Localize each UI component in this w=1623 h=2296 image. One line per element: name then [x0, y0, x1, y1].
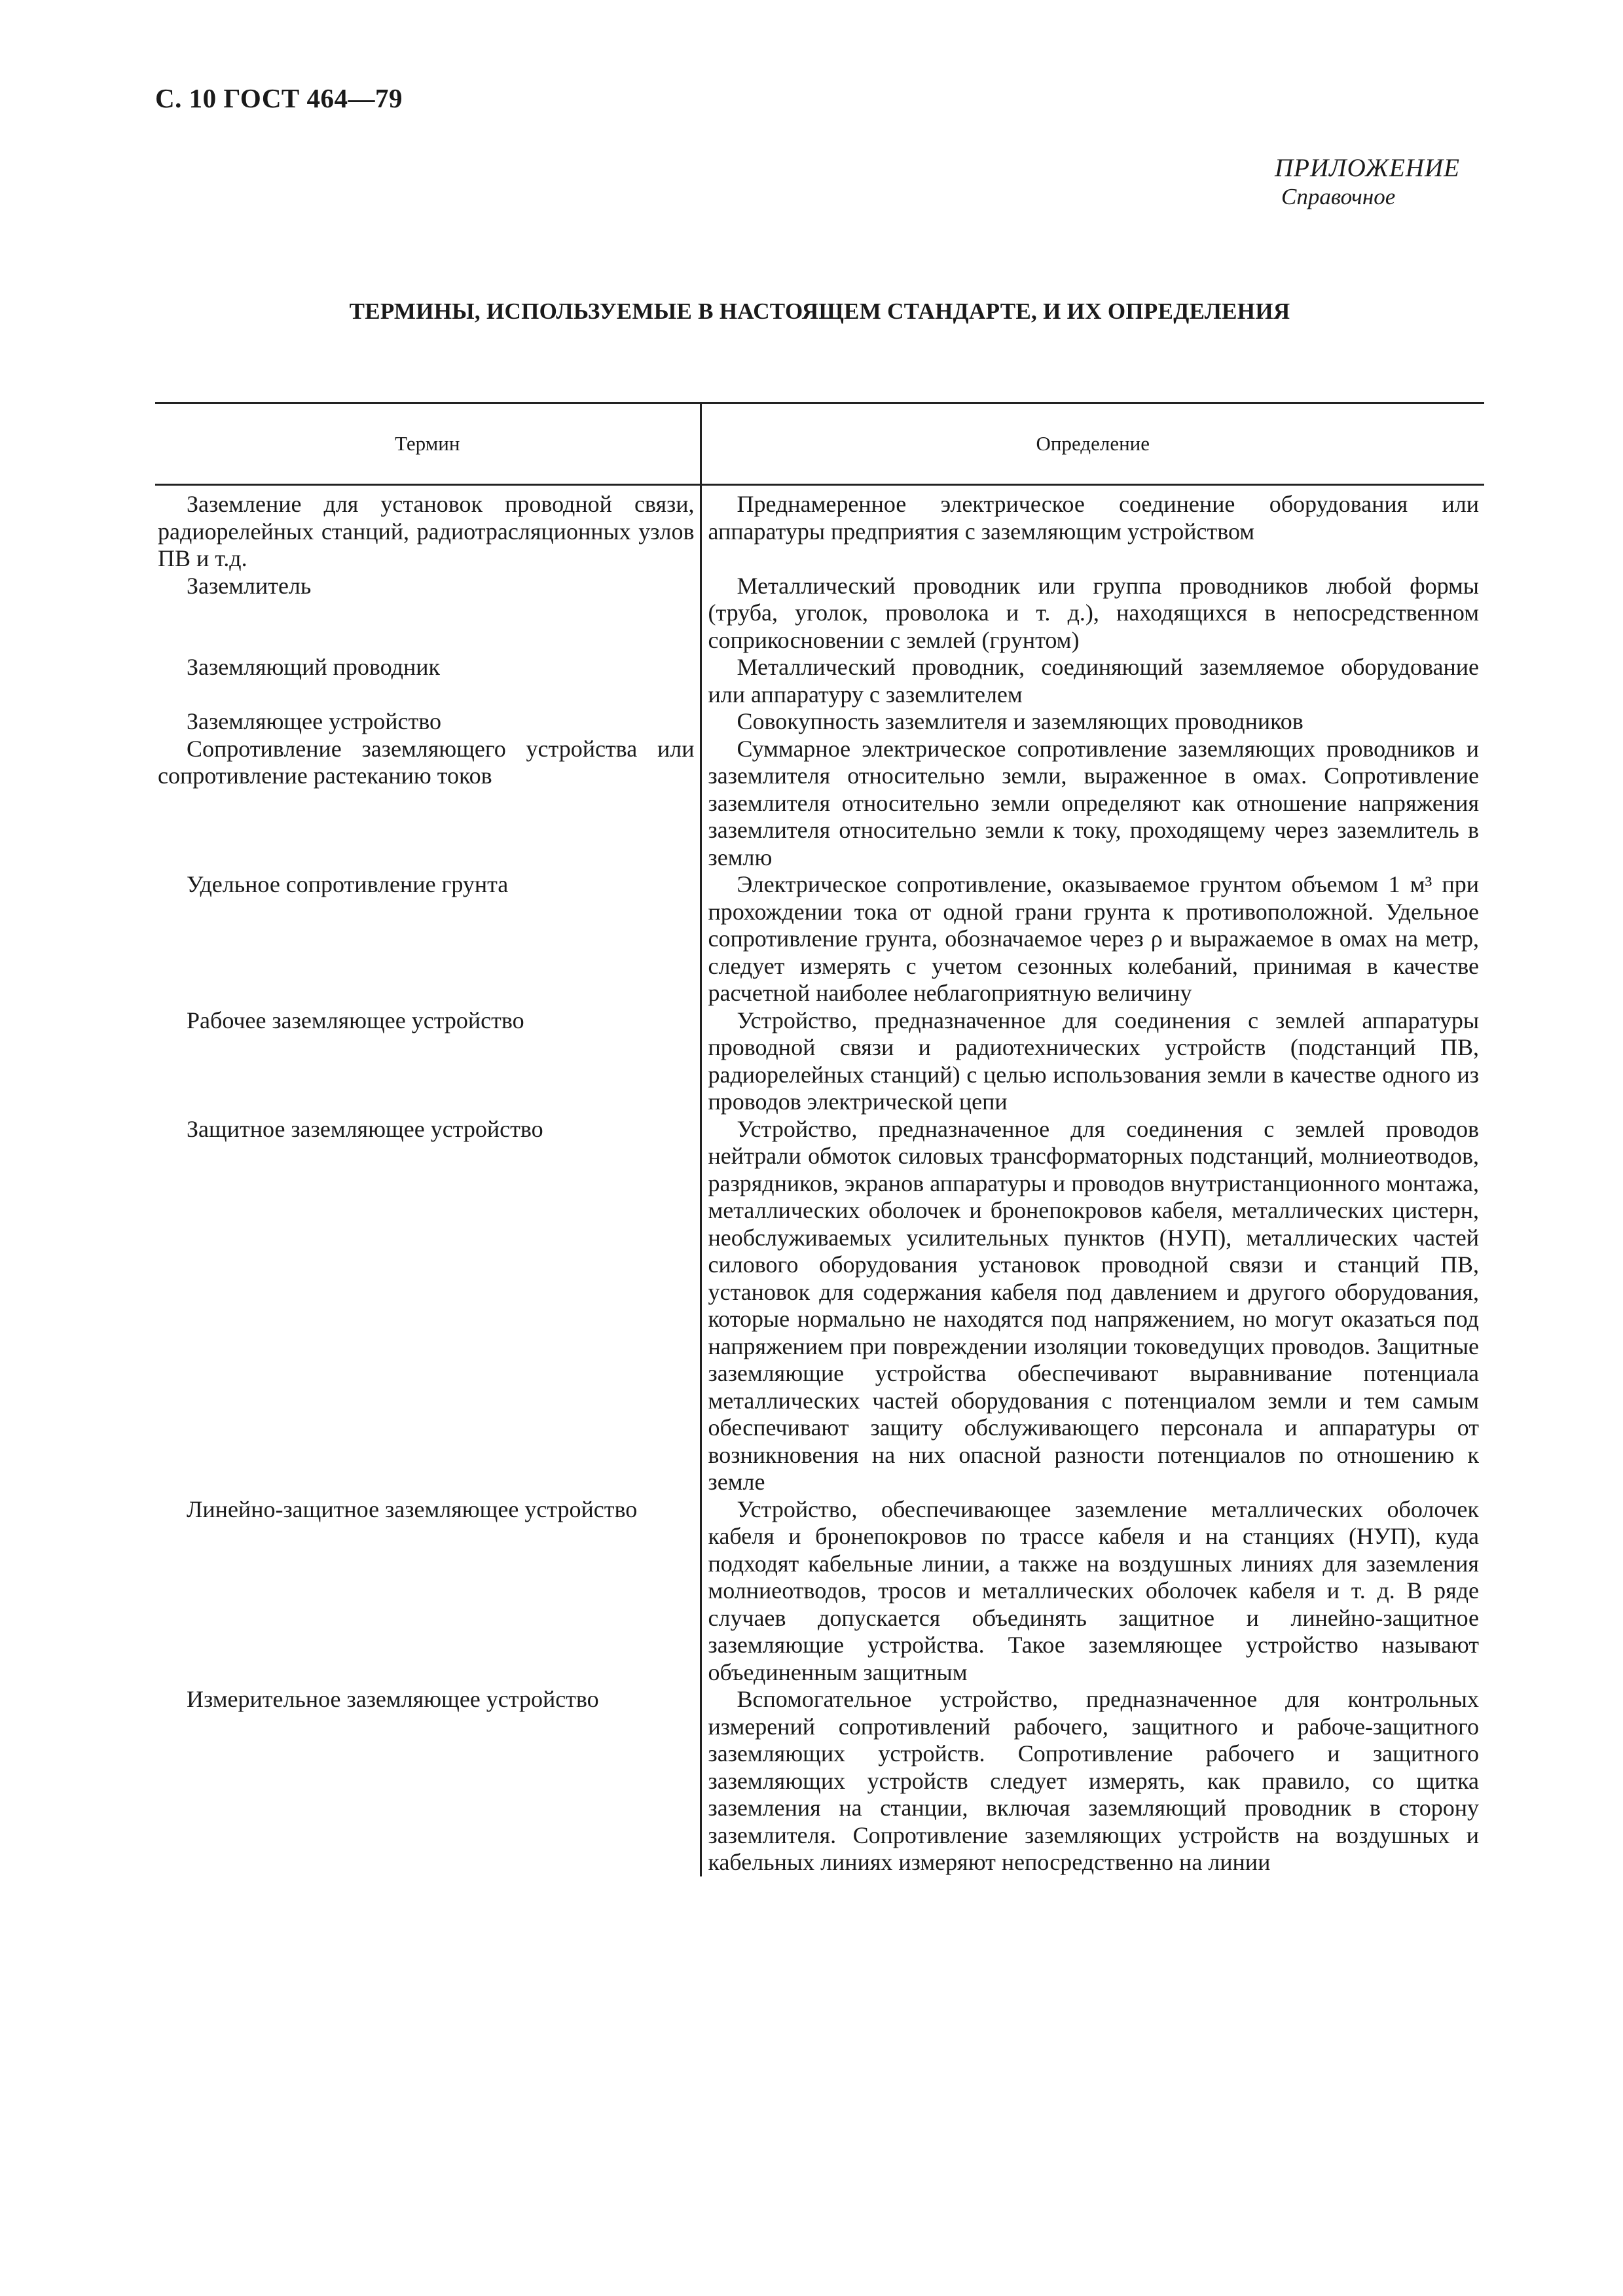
definition-cell: Преднамеренное электрическое соединение оборудования или аппаратуры предприятия с заземляющим устройством — [708, 491, 1479, 545]
term-cell: Заземление для установок проводной связи, радиорелейных станций, радиотрасляционных узлов ПВ и т.д. — [155, 485, 701, 573]
appendix-title: ПРИЛОЖЕНИЕ — [1275, 154, 1460, 182]
table-row — [155, 573, 1484, 655]
term-cell: Рабочее заземляющее устройство — [155, 1007, 701, 1116]
term-cell: Сопротивление заземляющего устройства или сопротивление растеканию токов — [155, 736, 701, 872]
term-cell: Заземлитель — [155, 573, 701, 655]
term-cell: Заземляющее устройство — [155, 708, 701, 736]
definition-cell: Устройство, предназначенное для соединения с землей проводов нейтрали обмоток силовых трансформаторных подстанций, молниеотводов, разрядников, экранов аппаратуры и проводов внутристанционного монтажа, металлических оболочек и бронепокровов кабеля, металлических цистерн, необслуживаемых усилительных пунктов (НУП), металлических частей силового оборудования установок проводной связи и станций ПВ, установок для содержания кабеля под давлением и другого оборудования, которые нормально не находятся под напряжением, но могут оказаться под напряжением при повреждении изоляции токоведущих проводов. Защитные заземляющие устройства обеспечивают выравнивание потенциала металлических частей оборудования с потенциалом земли и тем самым обеспечивают защиту обслуживающего персонала и аппаратуры от возникновения на них опасной разности потенциалов по отношению к земле — [708, 1115, 1479, 1495]
definition-cell: Суммарное электрическое сопротивление заземляющих проводников и заземлителя относительно земли, выраженное в омах. Сопротивление заземлителя относительно земли определяют как отношение напряжения заземлителя относительно земли к току, проходящему через заземлитель в землю — [708, 735, 1479, 870]
document-title: ТЕРМИНЫ, ИСПОЛЬЗУЕМЫЕ В НАСТОЯЩЕМ СТАНДАРТЕ, И ИХ ОПРЕДЕЛЕНИЯ — [349, 298, 1290, 324]
term-cell: Линейно-защитное заземляющее устройство — [155, 1496, 701, 1687]
appendix-label — [1275, 153, 1484, 210]
term-cell: Измерительное заземляющее устройство — [155, 1686, 701, 1876]
term-cell: Защитное заземляющее устройство — [155, 1116, 701, 1496]
definition-cell: Устройство, обеспечивающее заземление металлических оболочек кабеля и бронепокровов по трассе кабеля и на станциях (НУП), куда подходят кабельные линии, а также на воздушных линиях для заземления молниеотводов, тросов и металлических оболочек кабеля и т. д. В ряде случаев допускается объединять защитное и линейно-защитное заземляющие устройства. Такое заземляющее устройство называют объединенным защитным — [708, 1496, 1479, 1685]
column-header-term: Термин — [155, 403, 701, 485]
table-row — [155, 654, 1484, 708]
appendix-subtitle: Справочное — [1281, 184, 1396, 209]
table-row — [155, 871, 1484, 1007]
definition-cell: Устройство, предназначенное для соединения с землей аппаратуры проводной связи и радиотехнических устройств (подстанций ПВ, радиорелейных станций) с целью использования земли в качестве одного из проводов электрической цепи — [708, 1007, 1479, 1115]
page-header: С. 10 ГОСТ 464—79 — [155, 83, 403, 113]
table-row — [155, 708, 1484, 736]
table-row — [155, 1007, 1484, 1116]
definition-cell: Совокупность заземлителя и заземляющих проводников — [737, 708, 1304, 734]
table-row — [155, 1496, 1484, 1687]
definition-cell: Металлический проводник, соединяющий заземляемое оборудование или аппаратуру с заземлителем — [708, 654, 1479, 708]
column-header-definition: Определение — [701, 403, 1484, 485]
table-row — [155, 1116, 1484, 1496]
table-header-row — [155, 403, 1484, 485]
term-cell: Заземляющий проводник — [155, 654, 701, 708]
table-row — [155, 1686, 1484, 1876]
definition-cell: Электрическое сопротивление, оказываемое грунтом объемом 1 м³ при прохождении тока от одной грани грунта к противоположной. Удельное сопротивление грунта, обозначаемое через ρ и выражаемое в омах на метр, следует измерять с учетом сезонных колебаний, принимая в качестве расчетной наиболее неблагоприятную величину — [708, 871, 1479, 1006]
definition-cell: Вспомогательное устройство, предназначенное для контрольных измерений сопротивлений рабочего, защитного и рабоче-защитного заземляющих устройств. Сопротивление рабочего и защитного заземляющих устройств следует измерять, как правило, со щитка заземления на станции, включая заземляющий проводник в сторону заземлителя. Сопротивление заземляющих устройств на воздушных и кабельных линиях измеряют непосредственно на линии — [708, 1686, 1479, 1875]
terms-table — [155, 402, 1484, 1876]
table-row — [155, 485, 1484, 573]
definition-cell: Металлический проводник или группа проводников любой формы (труба, уголок, проволока и т. д.), находящихся в непосредственном соприкосновении с землей (грунтом) — [708, 572, 1479, 653]
term-cell: Удельное сопротивление грунта — [155, 871, 701, 1007]
table-row — [155, 736, 1484, 872]
